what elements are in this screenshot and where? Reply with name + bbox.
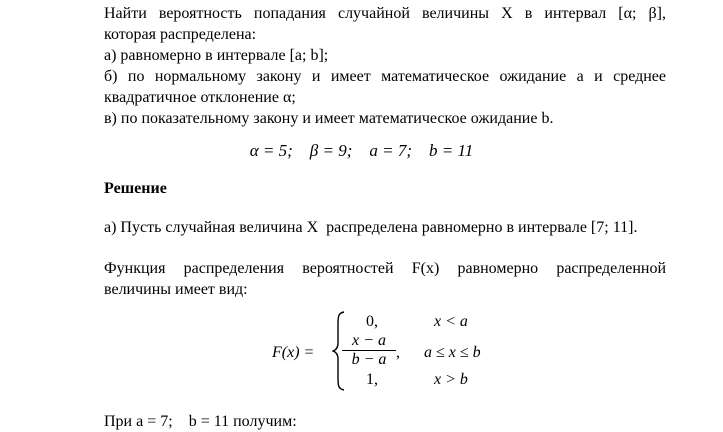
item-b-line-1: б) по нормальному закону и имеет математическое ожидание a и среднее xyxy=(104,68,666,85)
item-a: а) равномерно в интервале [a; b]; xyxy=(104,47,329,64)
case2-condition: a ≤ x ≤ b xyxy=(424,344,481,361)
case1-value: 0, xyxy=(366,313,378,330)
fraction-denominator: b − a xyxy=(351,351,387,368)
cdf-formula xyxy=(272,311,512,391)
formula-lhs: F(x) = xyxy=(272,344,315,361)
item-b-line-2: квадратичное отклонение α; xyxy=(104,89,296,106)
fraction-numerator: x − a xyxy=(342,332,396,351)
case3-condition: x > b xyxy=(434,371,468,388)
part-a-intro: а) Пусть случайная величина X распределена равномерно в интервале [7; 11]. xyxy=(104,219,638,236)
cdf-line-2: величины имеет вид: xyxy=(104,281,248,298)
solution-heading: Решение xyxy=(104,180,167,197)
given-values: α = 5; β = 9; a = 7; b = 11 xyxy=(249,141,474,160)
substitute-line: При a = 7; b = 11 получим: xyxy=(104,413,297,430)
item-c: в) по показательному закону и имеет математическое ожидание b. xyxy=(104,110,554,127)
case2-comma: , xyxy=(396,344,400,361)
problem-line-2: которая распределена: xyxy=(104,26,257,43)
case1-condition: x < a xyxy=(434,313,468,330)
cdf-line-1: Функция распределения вероятностей F(x) равномерно распределенной xyxy=(104,260,666,277)
case2-fraction xyxy=(342,332,396,369)
problem-line-1: Найти вероятность попадания случайной величины X в интервал [α; β], xyxy=(104,5,666,22)
case3-value: 1, xyxy=(366,371,378,388)
